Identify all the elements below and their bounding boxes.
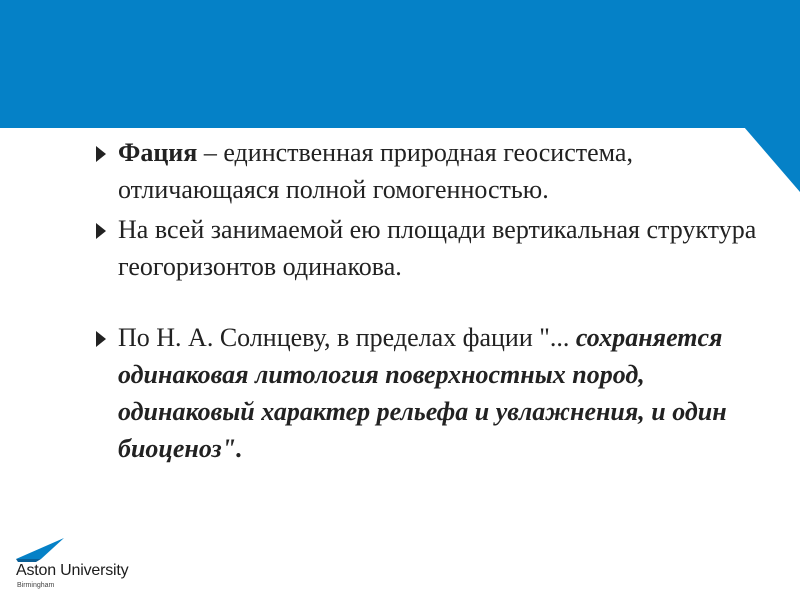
header-band <box>0 0 800 128</box>
bullet-solntsev-quote <box>94 319 774 467</box>
logo-city: Birmingham <box>17 582 55 589</box>
bullet-text: По Н. А. Солнцеву, в пределах фации "... <box>118 323 570 352</box>
bullet-vertical-structure <box>94 211 774 285</box>
bullet-facies-definition <box>94 134 774 208</box>
aston-triangle-icon <box>14 538 66 562</box>
bullet-arrow-icon <box>96 223 106 239</box>
bullet-arrow-icon <box>96 331 106 347</box>
bullet-text: На всей занимаемой ею площади вертикальная структура геогоризонтов одинакова. <box>118 215 757 281</box>
aston-university-logo <box>14 538 144 594</box>
slide-content <box>94 134 774 470</box>
bullet-term: Фация <box>118 138 198 167</box>
bullet-text: – единственная природная геосистема, отличающаяся полной гомогенностью. <box>118 138 633 204</box>
bullet-quote-emphasis: сохраняется одинаковая литология поверхностных пород, одинаковый характер рельефа и увлажнения, и один биоценоз". <box>118 323 727 463</box>
logo-name: Aston University <box>16 562 129 579</box>
bullet-arrow-icon <box>96 146 106 162</box>
